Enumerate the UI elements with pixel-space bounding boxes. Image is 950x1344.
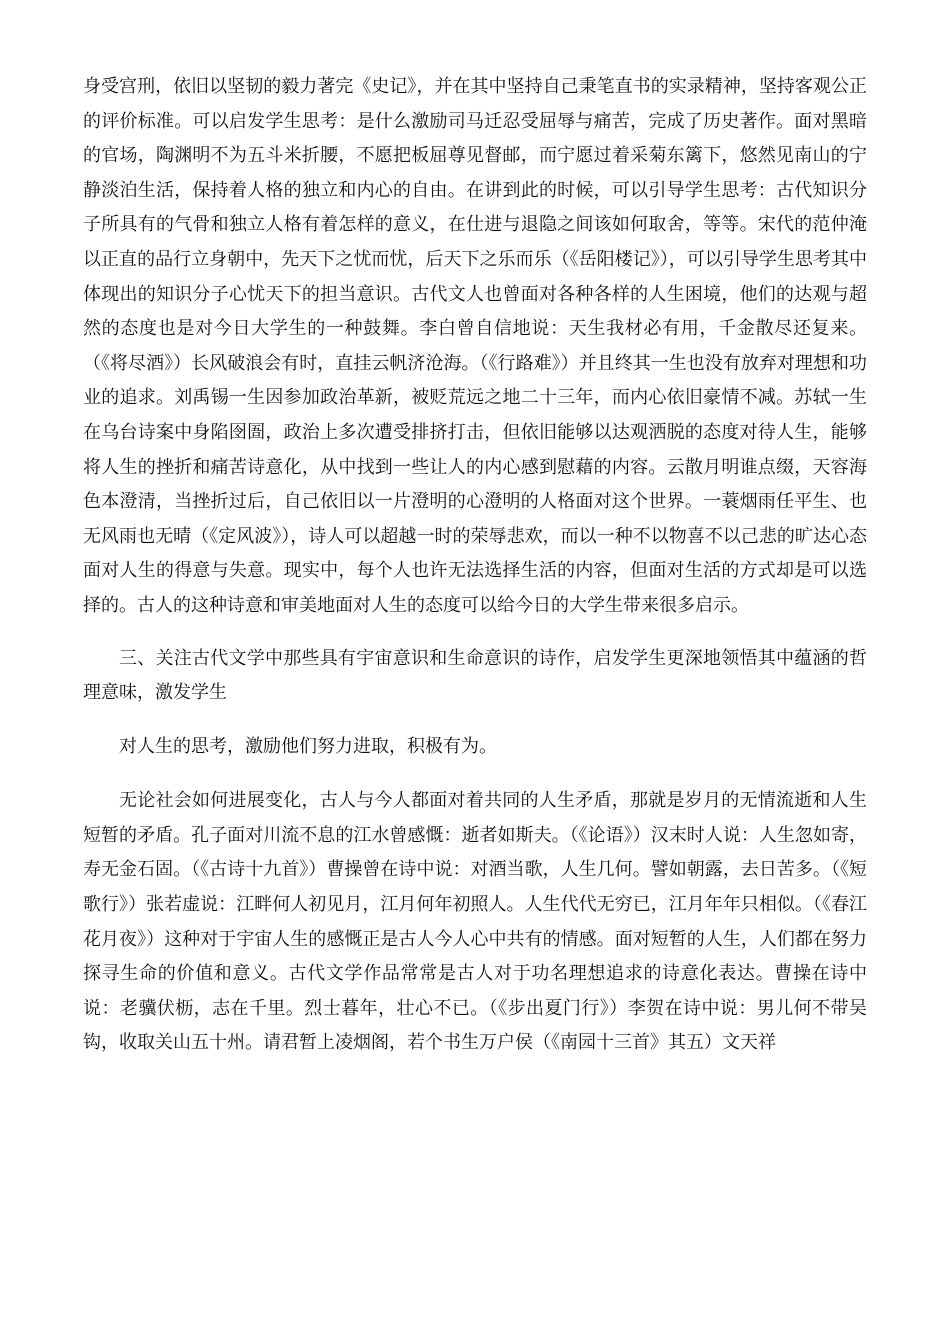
paragraph-continuation: 身受宫刑，依旧以坚韧的毅力著完《史记》，并在其中坚持自己秉笔直书的实录精神，坚持客观公正的评价标准。可以启发学生思考：是什么激励司马迁忍受屈辱与痛苦，完成了历史著作。面对黑暗的官场，陶渊明不为五斗米折腰，不愿把板屈尊见督邮，而宁愿过着采菊东篱下，悠然见南山的宁静淡泊生活，保持着人格的独立和内心的自由。在讲到此的时候，可以引导学生思考：古代知识分子所具有的气骨和独立人格有着怎样的意义，在仕进与退隐之间该如何取舍，等等。宋代的范仲淹以正直的品行立身朝中，先天下之忧而忧，后天下之乐而乐（《岳阳楼记》），可以引导学生思考其中体现出的知识分子心忧天下的担当意识。古代文人也曾面对各种各样的人生困境，他们的达观与超然的态度也是对今日大学生的一种鼓舞。李白曾自信地说：天生我材必有用，千金散尽还复来。（《将尽酒》）长风破浪会有时，直挂云帆济沧海。（《行路难》）并且终其一生也没有放弃对理想和功业的追求。刘禹锡一生因参加政治革新，被贬荒远之地二十三年，而内心依旧豪情不减。苏轼一生在乌台诗案中身陷囹圄，政治上多次遭受排挤打击，但依旧能够以达观洒脱的态度对待人生，能够将人生的挫折和痛苦诗意化，从中找到一些让人的内心感到慰藉的内容。云散月明谁点缀，天容海色本澄清，当挫折过后，自己依旧以一片澄明的心澄明的人格面对这个世界。一蓑烟雨任平生、也无风雨也无晴（《定风波》），诗人可以超越一时的荣辱悲欢，而以一种不以物喜不以己悲的旷达心态面对人生的得意与失意。现实中，每个人也许无法选择生活的内容，但面对生活的方式却是可以选择的。古人的这种诗意和审美地面对人生的态度可以给今日的大学生带来很多启示。: [83, 76, 867, 616]
section-heading-three: 三、关注古代文学中那些具有宇宙意识和生命意识的诗作，启发学生更深地领悟其中蕴涵的哲理意味，激发学生: [83, 647, 867, 704]
paragraph-life-contradiction: 无论社会如何进展变化，古人与今人都面对着共同的人生矛盾，那就是岁月的无情流逝和人生短暂的矛盾。孔子面对川流不息的江水曾感慨：逝者如斯夫。（《论语》）汉末时人说：人生忽如寄，寿无金石固。（《古诗十九首》）曹操曾在诗中说：对酒当歌，人生几何。譬如朝露，去日苦多。（《短歌行》）张若虚说：江畔何人初见月，江月何年初照人。人生代代无穷已，江月年年只相似。（《春江花月夜》）这种对于宇宙人生的感慨正是古人今人心中共有的情感。面对短暂的人生，人们都在努力探寻生命的价值和意义。古代文学作品常常是古人对于功名理想追求的诗意化表达。曹操在诗中说：老骥伏枥，志在千里。烈士暮年，壮心不已。（《步出夏门行》）李贺在诗中说：男儿何不带吴钩，收取关山五十州。请君暂上凌烟阁，若个书生万户侯（《南园十三首》其五）文天祥: [83, 790, 867, 1054]
document-page: [83, 70, 867, 1061]
paragraph-heading-tail: 对人生的思考，激励他们努力进取，积极有为。: [119, 735, 497, 757]
